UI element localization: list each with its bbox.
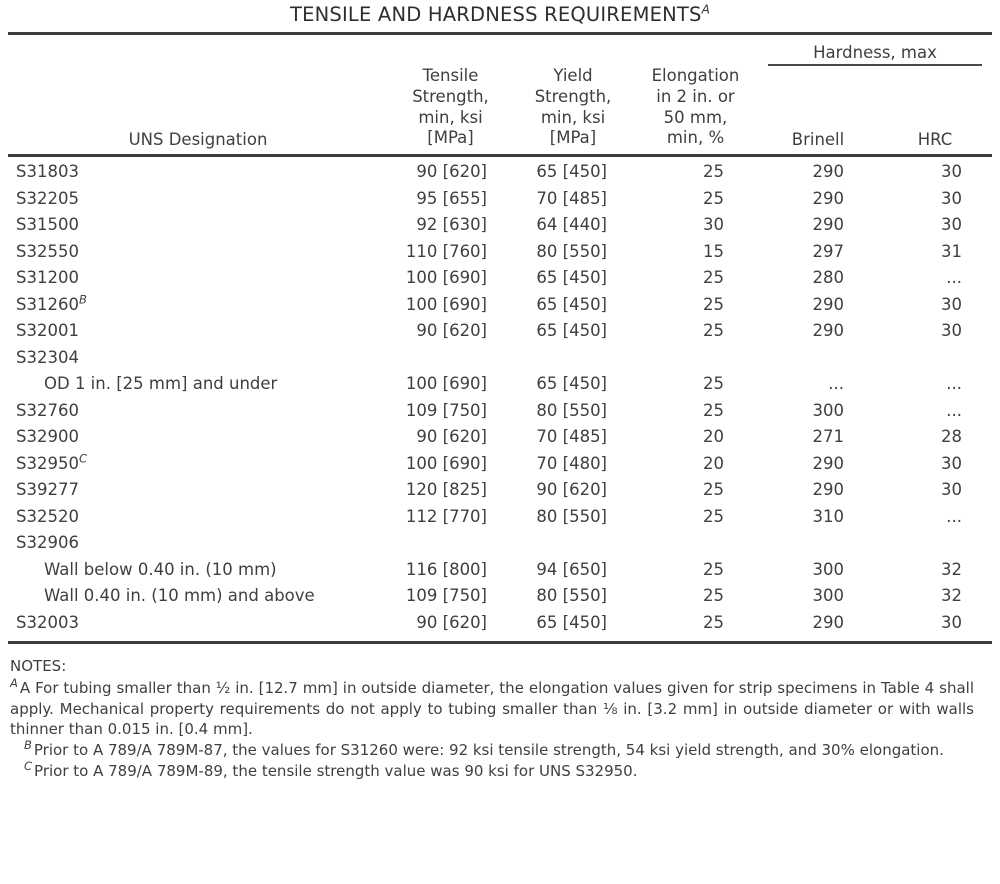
column-header-elongation-line-2: in 2 in. or bbox=[656, 86, 735, 106]
cell-elongation bbox=[633, 350, 758, 377]
cell-brinell: 280 bbox=[812, 268, 844, 288]
cell-elongation: 25 bbox=[703, 506, 724, 526]
cell-yield-strength: 94 [650] bbox=[536, 559, 607, 579]
cell-elongation: 25 bbox=[703, 374, 724, 394]
cell-hrc: 32 bbox=[941, 586, 962, 606]
cell-yield-strength: 80 [550] bbox=[536, 241, 607, 261]
column-header-elongation-line-4: min, % bbox=[666, 128, 725, 148]
notes-section bbox=[8, 644, 992, 781]
cell-yield-strength: 90 [620] bbox=[536, 480, 607, 500]
cell-hrc: 30 bbox=[941, 294, 962, 314]
cell-uns-designation: S32550 bbox=[16, 241, 79, 261]
cell-yield-strength bbox=[513, 350, 633, 377]
cell-hrc: ... bbox=[946, 506, 962, 526]
cell-hrc: 30 bbox=[941, 188, 962, 208]
cell-brinell: 300 bbox=[812, 559, 844, 579]
cell-brinell bbox=[758, 350, 878, 377]
cell-uns-designation: OD 1 in. [25 mm] and under bbox=[44, 374, 278, 394]
note-b bbox=[10, 740, 974, 761]
cell-uns-designation: S32304 bbox=[16, 347, 79, 367]
column-header-yield-line-1: Yield bbox=[553, 65, 593, 85]
table-row bbox=[8, 535, 992, 562]
cell-brinell: 290 bbox=[812, 453, 844, 473]
requirements-table-body bbox=[8, 157, 992, 641]
page-title bbox=[8, 0, 992, 32]
cell-uns-designation: S32760 bbox=[16, 400, 79, 420]
note-b-marker: B bbox=[24, 738, 32, 753]
cell-hrc: ... bbox=[946, 374, 962, 394]
column-header-yield-line-4: [MPa] bbox=[549, 128, 597, 148]
cell-tensile-strength: 100 [690] bbox=[405, 294, 487, 314]
note-c bbox=[10, 758, 974, 782]
table-row bbox=[8, 323, 992, 350]
header-spacer-cell bbox=[633, 35, 758, 64]
cell-elongation: 30 bbox=[703, 215, 724, 235]
body-top-spacer bbox=[8, 157, 992, 164]
cell-brinell: 271 bbox=[812, 427, 844, 447]
cell-yield-strength: 65 [450] bbox=[536, 321, 607, 341]
table-row bbox=[8, 429, 992, 456]
cell-hrc: 31 bbox=[941, 241, 962, 261]
table-row bbox=[8, 297, 992, 324]
column-header-hardness-group: Hardness, max bbox=[813, 43, 937, 62]
cell-hrc bbox=[878, 350, 992, 377]
cell-elongation: 15 bbox=[703, 241, 724, 261]
cell-elongation: 25 bbox=[703, 188, 724, 208]
cell-tensile-strength: 110 [760] bbox=[405, 241, 487, 261]
cell-hrc: ... bbox=[946, 268, 962, 288]
column-header-tensile-strength bbox=[388, 66, 513, 155]
cell-uns-designation: S39277 bbox=[16, 480, 79, 500]
column-header-tensile-line-2: Strength, bbox=[412, 86, 489, 106]
table-header bbox=[8, 35, 992, 154]
cell-hrc: ... bbox=[946, 400, 962, 420]
table-row bbox=[8, 350, 992, 377]
cell-hrc: 30 bbox=[941, 480, 962, 500]
cell-yield-strength: 65 [450] bbox=[536, 612, 607, 632]
table-row bbox=[8, 270, 992, 297]
cell-uns-designation: S32906 bbox=[16, 533, 79, 553]
cell-brinell: 290 bbox=[812, 188, 844, 208]
column-header-yield-line-3: min, ksi bbox=[540, 107, 606, 127]
note-c-marker: C bbox=[24, 758, 33, 773]
table-row bbox=[8, 164, 992, 191]
table-row bbox=[8, 244, 992, 271]
cell-elongation: 25 bbox=[703, 400, 724, 420]
note-a-marker: A bbox=[10, 676, 18, 691]
header-spacer-cell bbox=[8, 35, 388, 64]
column-header-brinell: Brinell bbox=[791, 130, 845, 150]
column-header-hrc: HRC bbox=[917, 130, 953, 150]
cell-hrc: 32 bbox=[941, 559, 962, 579]
cell-uns-designation: S31500 bbox=[16, 215, 79, 235]
note-c-text: Prior to A 789/A 789M-89, the tensile strength value was 90 ksi for UNS S32950. bbox=[34, 761, 638, 780]
cell-brinell: 300 bbox=[812, 400, 844, 420]
cell-uns-footnote-marker: C bbox=[78, 451, 87, 466]
cell-tensile-strength: 90 [620] bbox=[416, 162, 487, 182]
column-header-tensile-line-4: [MPa] bbox=[427, 128, 474, 148]
cell-elongation: 25 bbox=[703, 162, 724, 182]
cell-uns-designation: S31260$^B$ bbox=[16, 292, 87, 314]
cell-tensile-strength: 109 [750] bbox=[405, 400, 487, 420]
cell-uns-designation: S32205 bbox=[16, 188, 79, 208]
cell-tensile-strength: 90 [620] bbox=[416, 427, 487, 447]
column-header-elongation bbox=[633, 66, 758, 155]
cell-brinell: 290 bbox=[812, 162, 844, 182]
column-header-tensile-line-1: Tensile bbox=[422, 65, 479, 85]
cell-tensile-strength: 90 [620] bbox=[416, 321, 487, 341]
cell-brinell: 290 bbox=[812, 321, 844, 341]
cell-elongation: 25 bbox=[703, 321, 724, 341]
cell-brinell: 290 bbox=[812, 294, 844, 314]
table-row bbox=[8, 376, 992, 403]
cell-yield-strength: 70 [485] bbox=[536, 188, 607, 208]
cell-brinell: ... bbox=[828, 374, 844, 394]
column-header-yield-strength bbox=[513, 66, 633, 155]
note-a bbox=[10, 678, 974, 740]
cell-brinell: 290 bbox=[812, 612, 844, 632]
table-row bbox=[8, 403, 992, 430]
notes-heading: NOTES: bbox=[10, 657, 67, 676]
cell-tensile-strength: 90 [620] bbox=[416, 612, 487, 632]
cell-uns-designation: Wall 0.40 in. (10 mm) and above bbox=[44, 586, 315, 606]
column-header-elongation-line-3: 50 mm, bbox=[663, 107, 728, 127]
cell-uns-footnote-marker: B bbox=[78, 292, 87, 307]
cell-yield-strength: 80 [550] bbox=[536, 506, 607, 526]
header-spacer-cell bbox=[513, 35, 633, 64]
cell-elongation: 25 bbox=[703, 294, 724, 314]
cell-hrc: 30 bbox=[941, 321, 962, 341]
cell-tensile-strength: 112 [770] bbox=[405, 506, 487, 526]
cell-yield-strength bbox=[513, 535, 633, 562]
cell-elongation: 25 bbox=[703, 586, 724, 606]
cell-uns-designation: S32003 bbox=[16, 612, 79, 632]
cell-hrc: 30 bbox=[941, 453, 962, 473]
cell-elongation: 25 bbox=[703, 268, 724, 288]
cell-hrc bbox=[878, 535, 992, 562]
cell-hrc: 30 bbox=[941, 215, 962, 235]
table-body bbox=[8, 157, 992, 641]
cell-yield-strength: 65 [450] bbox=[536, 268, 607, 288]
cell-yield-strength: 80 [550] bbox=[536, 586, 607, 606]
table-row bbox=[8, 562, 992, 589]
cell-tensile-strength: 95 [655] bbox=[416, 188, 487, 208]
cell-yield-strength: 70 [480] bbox=[536, 453, 607, 473]
cell-elongation: 25 bbox=[703, 480, 724, 500]
cell-elongation: 20 bbox=[703, 453, 724, 473]
note-a-text: A For tubing smaller than ½ in. [12.7 mm] in outside diameter, the elongation values given for strip specimens in Table 4 shall apply. Mechanical property requirements do not apply to tubing smaller than ⅛ in. [3.2 mm] in outside diameter or with walls thinner than 0.015 in. [0.4 mm]. bbox=[10, 679, 974, 739]
cell-brinell: 290 bbox=[812, 215, 844, 235]
column-header-yield-line-2: Strength, bbox=[534, 86, 612, 106]
table-row bbox=[8, 482, 992, 509]
header-spacer-row bbox=[8, 35, 992, 64]
cell-uns-designation: S32520 bbox=[16, 506, 79, 526]
page-title-text: TENSILE AND HARDNESS REQUIREMENTS bbox=[289, 3, 702, 26]
cell-yield-strength: 80 [550] bbox=[536, 400, 607, 420]
cell-uns-designation: S32001 bbox=[16, 321, 79, 341]
cell-tensile-strength: 100 [690] bbox=[405, 453, 487, 473]
cell-yield-strength: 65 [450] bbox=[536, 294, 607, 314]
cell-hrc: 28 bbox=[941, 427, 962, 447]
column-header-tensile-line-3: min, ksi bbox=[418, 107, 483, 127]
cell-tensile-strength: 109 [750] bbox=[405, 586, 487, 606]
cell-uns-designation: Wall below 0.40 in. (10 mm) bbox=[44, 559, 277, 579]
table-row bbox=[8, 615, 992, 642]
cell-brinell bbox=[758, 535, 878, 562]
requirements-table bbox=[8, 35, 992, 154]
column-header-elongation-line-1: Elongation bbox=[651, 65, 740, 85]
cell-tensile-strength: 120 [825] bbox=[405, 480, 487, 500]
table-row bbox=[8, 191, 992, 218]
cell-tensile-strength: 116 [800] bbox=[405, 559, 487, 579]
cell-elongation: 25 bbox=[703, 559, 724, 579]
column-header-uns: UNS Designation bbox=[128, 130, 268, 150]
cell-hrc: 30 bbox=[941, 162, 962, 182]
cell-yield-strength: 65 [450] bbox=[536, 374, 607, 394]
table-row bbox=[8, 588, 992, 615]
cell-tensile-strength bbox=[388, 535, 513, 562]
cell-yield-strength: 64 [440] bbox=[536, 215, 607, 235]
table-row bbox=[8, 217, 992, 244]
table-row bbox=[8, 456, 992, 483]
cell-yield-strength: 65 [450] bbox=[536, 162, 607, 182]
cell-brinell: 297 bbox=[812, 241, 844, 261]
cell-brinell: 290 bbox=[812, 480, 844, 500]
cell-tensile-strength: 100 [690] bbox=[405, 374, 487, 394]
cell-tensile-strength bbox=[388, 350, 513, 377]
cell-brinell: 310 bbox=[812, 506, 844, 526]
cell-elongation: 25 bbox=[703, 612, 724, 632]
cell-tensile-strength: 100 [690] bbox=[405, 268, 487, 288]
page-title-superscript: A bbox=[701, 2, 711, 17]
cell-yield-strength: 70 [485] bbox=[536, 427, 607, 447]
note-b-text: Prior to A 789/A 789M-87, the values for S31260 were: 92 ksi tensile strength, 54 ksi yield strength, and 30% elongation. bbox=[33, 741, 944, 760]
cell-hrc: 30 bbox=[941, 612, 962, 632]
table-row bbox=[8, 509, 992, 536]
cell-elongation: 20 bbox=[703, 427, 724, 447]
header-spacer-cell bbox=[388, 35, 513, 64]
cell-elongation bbox=[633, 535, 758, 562]
cell-uns-designation: S31803 bbox=[16, 162, 79, 182]
cell-uns-designation: S31200 bbox=[16, 268, 79, 288]
cell-tensile-strength: 92 [630] bbox=[416, 215, 487, 235]
header-labels-row bbox=[8, 66, 992, 155]
cell-uns-designation: S32950$^C$ bbox=[16, 451, 87, 473]
cell-brinell: 300 bbox=[812, 586, 844, 606]
cell-uns-designation: S32900 bbox=[16, 427, 79, 447]
body-top-spacer-cell bbox=[8, 157, 992, 164]
